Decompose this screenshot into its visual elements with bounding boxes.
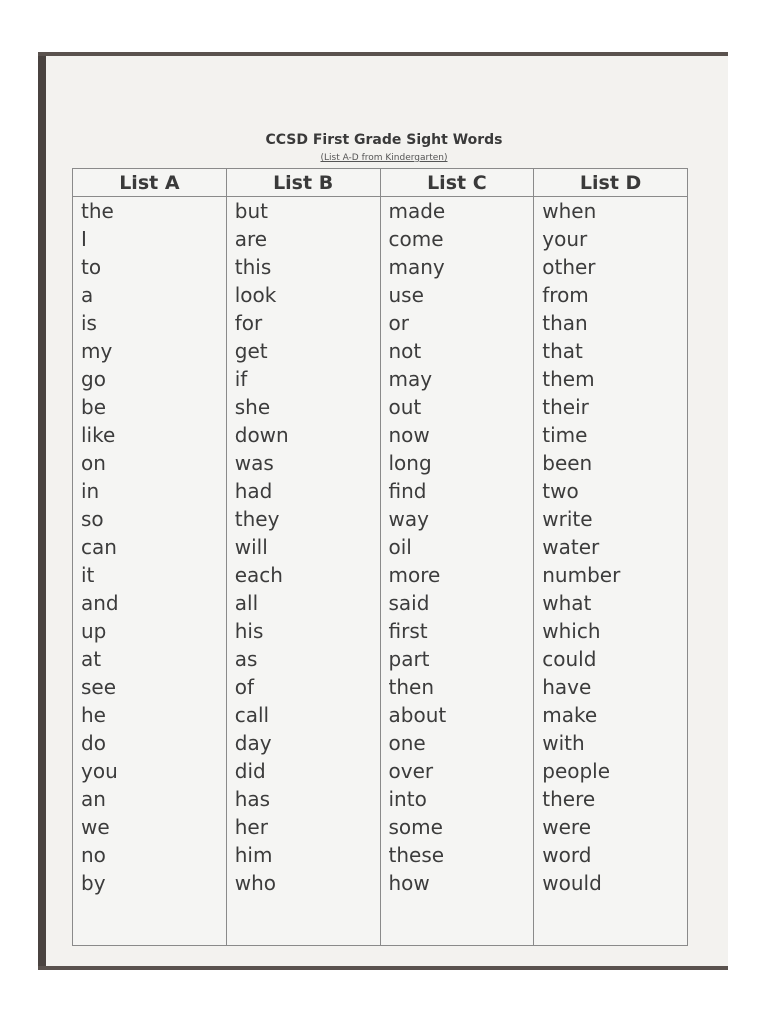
- word-list-column: [227, 169, 381, 945]
- sight-word: water: [542, 535, 600, 559]
- sight-word: in: [81, 479, 100, 503]
- sight-word: would: [542, 871, 602, 895]
- sight-word: will: [234, 535, 268, 559]
- sight-word: of: [234, 675, 255, 699]
- list-heading: List A: [73, 169, 226, 197]
- sight-word: if: [234, 367, 248, 391]
- sight-word: long: [388, 451, 432, 475]
- sight-word: on: [81, 451, 106, 475]
- sight-word: them: [542, 367, 595, 391]
- sight-word: first: [388, 619, 428, 643]
- sight-word: now: [388, 423, 430, 447]
- sight-word: look: [234, 283, 277, 307]
- sight-word: by: [81, 871, 106, 895]
- sight-word: other: [542, 255, 596, 279]
- sight-word: did: [234, 759, 266, 783]
- sight-word: no: [81, 843, 106, 867]
- sight-word: the: [81, 199, 114, 223]
- sight-word: people: [542, 759, 611, 783]
- sight-word: that: [542, 339, 583, 363]
- sight-word: there: [542, 787, 596, 811]
- paper-edge-bottom: [38, 966, 728, 970]
- sight-word: be: [81, 395, 106, 419]
- sight-word: him: [234, 843, 273, 867]
- sight-word: many: [388, 255, 445, 279]
- sight-word: make: [542, 703, 598, 727]
- word-list: [534, 197, 687, 897]
- sight-word: like: [81, 423, 116, 447]
- sight-word: this: [234, 255, 272, 279]
- sight-word: you: [81, 759, 118, 783]
- sight-word: part: [388, 647, 430, 671]
- sight-word: do: [81, 731, 106, 755]
- sight-word: or: [388, 311, 409, 335]
- sight-word: up: [81, 619, 107, 643]
- sight-word: and: [81, 591, 119, 615]
- sight-word: from: [542, 283, 589, 307]
- word-list-column: [534, 169, 687, 945]
- sight-word: some: [388, 815, 443, 839]
- sight-word: my: [81, 339, 113, 363]
- sight-word: at: [81, 647, 102, 671]
- word-list-column: [73, 169, 227, 945]
- sight-word: when: [542, 199, 597, 223]
- sight-word: so: [81, 507, 104, 531]
- paper-edge: [38, 52, 46, 970]
- sight-word: we: [81, 815, 110, 839]
- word-list: [73, 197, 226, 897]
- sight-word: I: [81, 227, 87, 251]
- sight-word: into: [388, 787, 427, 811]
- sight-words-table: [72, 168, 688, 946]
- document-subtitle: (List A-D from Kindergarten): [320, 153, 448, 163]
- sight-word: they: [234, 507, 280, 531]
- sight-word: may: [388, 367, 433, 391]
- sight-word: two: [542, 479, 579, 503]
- sight-word: what: [542, 591, 592, 615]
- sight-word: about: [388, 703, 447, 727]
- sight-word: see: [81, 675, 117, 699]
- sight-word: was: [234, 451, 274, 475]
- sight-word: oil: [388, 535, 412, 559]
- sight-word: each: [234, 563, 283, 587]
- list-heading: List D: [534, 169, 687, 197]
- sight-word: not: [388, 339, 422, 363]
- sight-word: a: [81, 283, 94, 307]
- document-title: CCSD First Grade Sight Words: [265, 132, 503, 148]
- sight-word: way: [388, 507, 429, 531]
- sight-word: could: [542, 647, 597, 671]
- list-heading: List B: [227, 169, 380, 197]
- sight-word: write: [542, 507, 593, 531]
- sight-word: use: [388, 283, 424, 307]
- sight-word: their: [542, 395, 589, 419]
- sight-word: can: [81, 535, 117, 559]
- sight-word: word: [542, 843, 592, 867]
- sight-word: come: [388, 227, 444, 251]
- sight-word: said: [388, 591, 430, 615]
- sight-word: which: [542, 619, 601, 643]
- sight-word: all: [234, 591, 259, 615]
- sight-word: with: [542, 731, 585, 755]
- sight-word: had: [234, 479, 273, 503]
- sight-word: how: [388, 871, 430, 895]
- sight-word: an: [81, 787, 106, 811]
- sight-word: out: [388, 395, 422, 419]
- sight-word: as: [234, 647, 258, 671]
- word-list-column: [381, 169, 535, 945]
- sight-word: number: [542, 563, 621, 587]
- sight-word: for: [234, 311, 263, 335]
- sight-word: over: [388, 759, 434, 783]
- sight-word: go: [81, 367, 106, 391]
- sight-word: but: [234, 199, 268, 223]
- sight-word: than: [542, 311, 588, 335]
- sight-word: who: [234, 871, 277, 895]
- sight-word: are: [234, 227, 268, 251]
- sight-word: to: [81, 255, 102, 279]
- sight-word: been: [542, 451, 593, 475]
- sight-word: get: [234, 339, 268, 363]
- sight-word: have: [542, 675, 592, 699]
- sight-word: time: [542, 423, 588, 447]
- sight-word: were: [542, 815, 591, 839]
- sight-word: your: [542, 227, 588, 251]
- list-heading: List C: [381, 169, 534, 197]
- sight-word: is: [81, 311, 97, 335]
- sight-word: then: [388, 675, 434, 699]
- sight-word: call: [234, 703, 270, 727]
- sight-word: down: [234, 423, 289, 447]
- word-list: [227, 197, 380, 897]
- sight-word: his: [234, 619, 264, 643]
- sight-word: these: [388, 843, 445, 867]
- word-list: [381, 197, 534, 897]
- sight-word: one: [388, 731, 426, 755]
- sight-word: her: [234, 815, 268, 839]
- sight-word: she: [234, 395, 271, 419]
- sight-word: find: [388, 479, 427, 503]
- sight-word: day: [234, 731, 272, 755]
- sight-word: he: [81, 703, 106, 727]
- sight-word: has: [234, 787, 271, 811]
- sight-word: made: [388, 199, 446, 223]
- sight-word: more: [388, 563, 441, 587]
- sight-word: it: [81, 563, 95, 587]
